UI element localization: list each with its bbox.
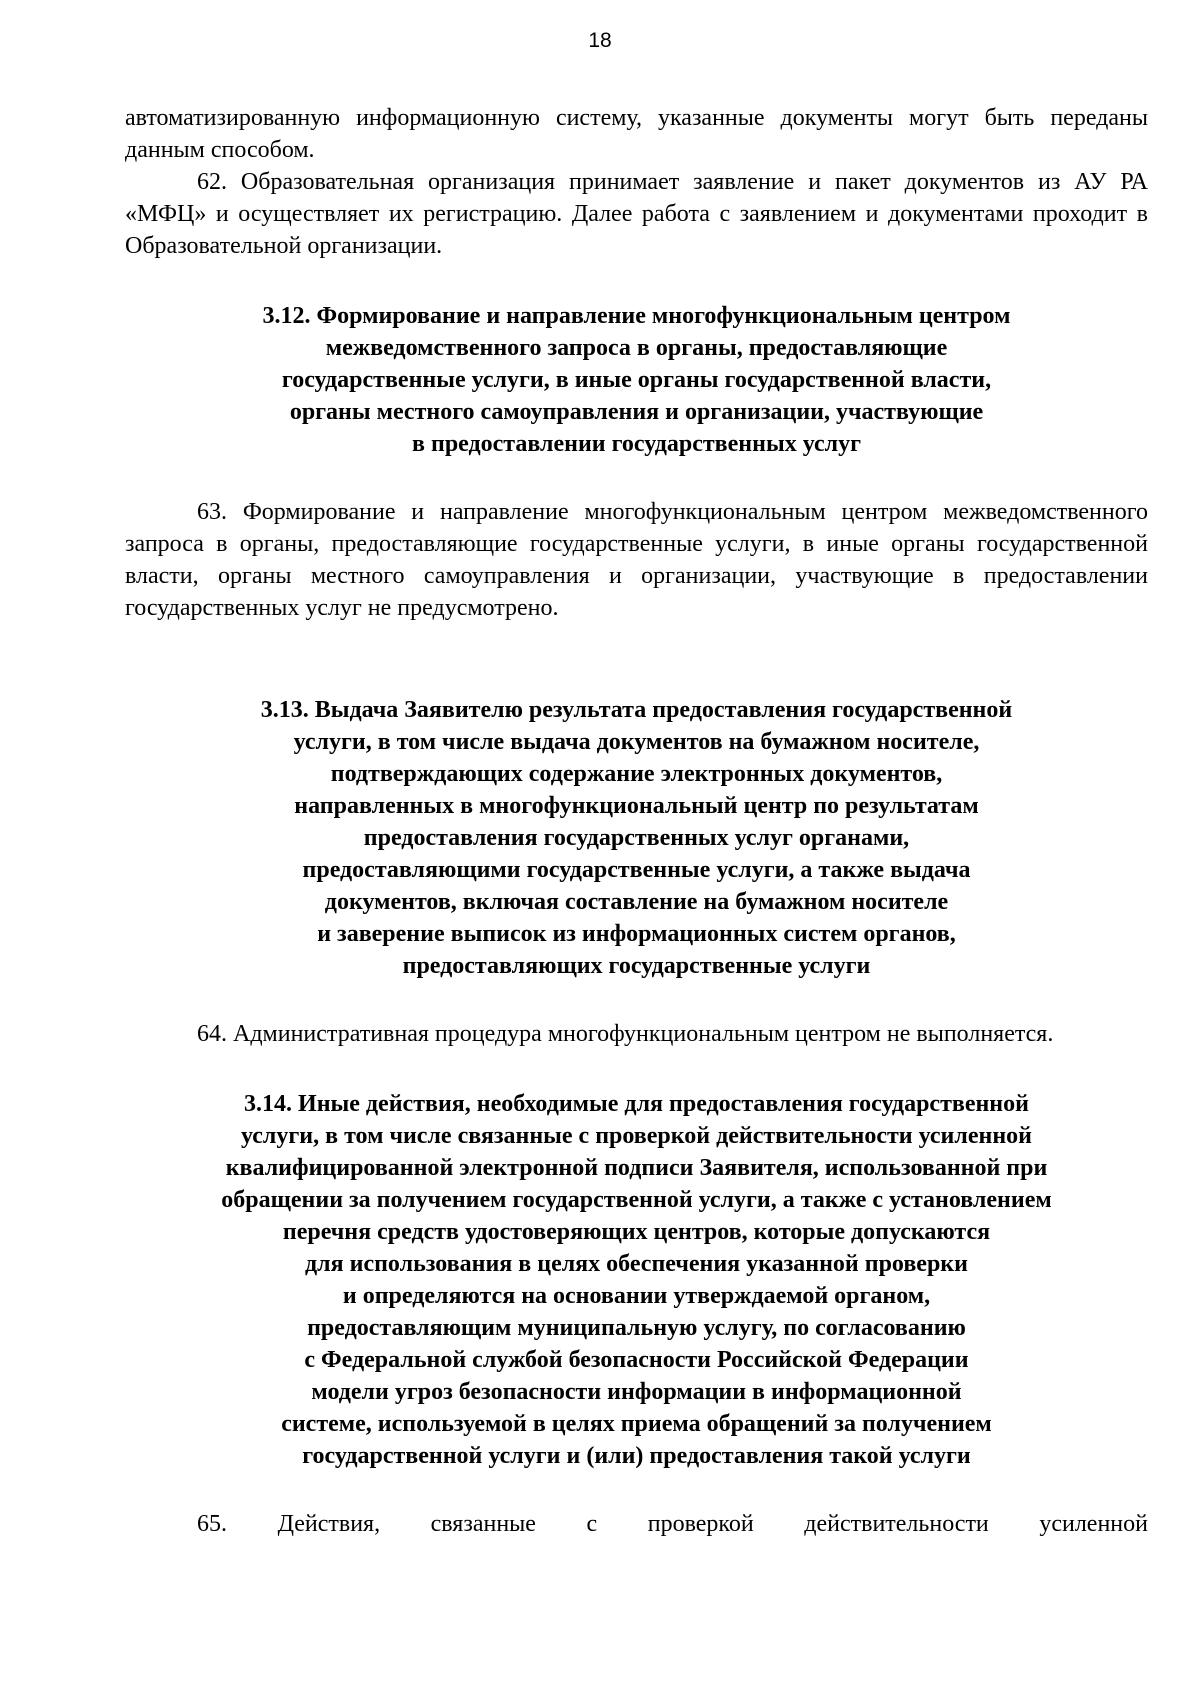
page-number: 18 — [588, 29, 612, 52]
heading-line: услуги, в том числе выдача документов на бумажном носителе, — [293, 729, 980, 755]
paragraph-65: 65. Действия, связанные с проверкой действительности усиленной — [197, 1511, 1148, 1537]
heading-line: перечня средств удостоверяющих центров, которые допускаются — [282, 1219, 991, 1245]
heading-line: направленных в многофункциональный центр по результатам — [294, 793, 979, 819]
paragraph-62: 62. Образовательная организация принимает заявление и пакет документов из АУ РА «МФЦ» и осуществляет их регистрацию. Далее работа с заявлением и документами проходит в Образовательной организации. — [125, 169, 1148, 259]
heading-line: модели угроз безопасности информации в информационной — [311, 1379, 962, 1405]
heading-line: и определяются на основании утверждаемой органом, — [342, 1283, 931, 1309]
heading-line: с Федеральной службой безопасности Российской Федерации — [304, 1347, 969, 1373]
heading-line: подтверждающих содержание электронных документов, — [330, 761, 943, 787]
heading-line: органы местного самоуправления и организации, участвующие — [289, 399, 984, 425]
heading-line: квалифицированной электронной подписи Заявителя, использованной при — [225, 1155, 1048, 1181]
section-heading-3-13 — [125, 694, 1148, 982]
heading-line: межведомственного запроса в органы, предоставляющие — [325, 335, 948, 361]
heading-line: государственной услуги и (или) предоставления такой услуги — [302, 1443, 971, 1469]
heading-line: системе, используемой в целях приема обращений за получением — [281, 1411, 992, 1437]
section-heading-3-12 — [125, 300, 1148, 460]
heading-line: предоставления государственных услуг органами, — [363, 825, 910, 851]
heading-line: государственные услуги, в иные органы государственной власти, — [281, 367, 992, 393]
heading-line: и заверение выписок из информационных систем органов, — [317, 921, 956, 947]
heading-line: предоставляющих государственные услуги — [402, 953, 871, 979]
heading-line: 3.14. Иные действия, необходимые для предоставления государственной — [244, 1091, 1029, 1117]
heading-line: 3.13. Выдача Заявителю результата предоставления государственной — [260, 697, 1013, 723]
heading-line: предоставляющими государственные услуги, а также выдача — [302, 857, 971, 883]
paragraph-64: 64. Административная процедура многофункциональным центром не выполняется. — [197, 1021, 1054, 1047]
heading-line: обращении за получением государственной услуги, а также с установлением — [221, 1187, 1052, 1213]
paragraph-continuation: автоматизированную информационную систему, указанные документы могут быть переданы данным способом. — [125, 105, 1148, 163]
heading-line: для использования в целях обеспечения указанной проверки — [305, 1251, 968, 1277]
heading-line: услуги, в том числе связанные с проверкой действительности усиленной — [241, 1123, 1032, 1149]
heading-line: в предоставлении государственных услуг — [412, 431, 861, 457]
document-body — [125, 102, 1148, 1540]
section-heading-3-14 — [125, 1088, 1148, 1472]
heading-line: документов, включая составление на бумажном носителе — [324, 889, 949, 915]
heading-line: предоставляющим муниципальную услугу, по согласованию — [307, 1315, 966, 1341]
heading-line: 3.12. Формирование и направление многофункциональным центром — [262, 303, 1011, 329]
paragraph-63: 63. Формирование и направление многофункциональным центром межведомственного запроса в органы, предоставляющие государственные услуги, в иные органы государственной власти, органы местного самоуправления и организации, участвующие в предоставлении государственных услуг не предусмотрено. — [125, 499, 1148, 621]
